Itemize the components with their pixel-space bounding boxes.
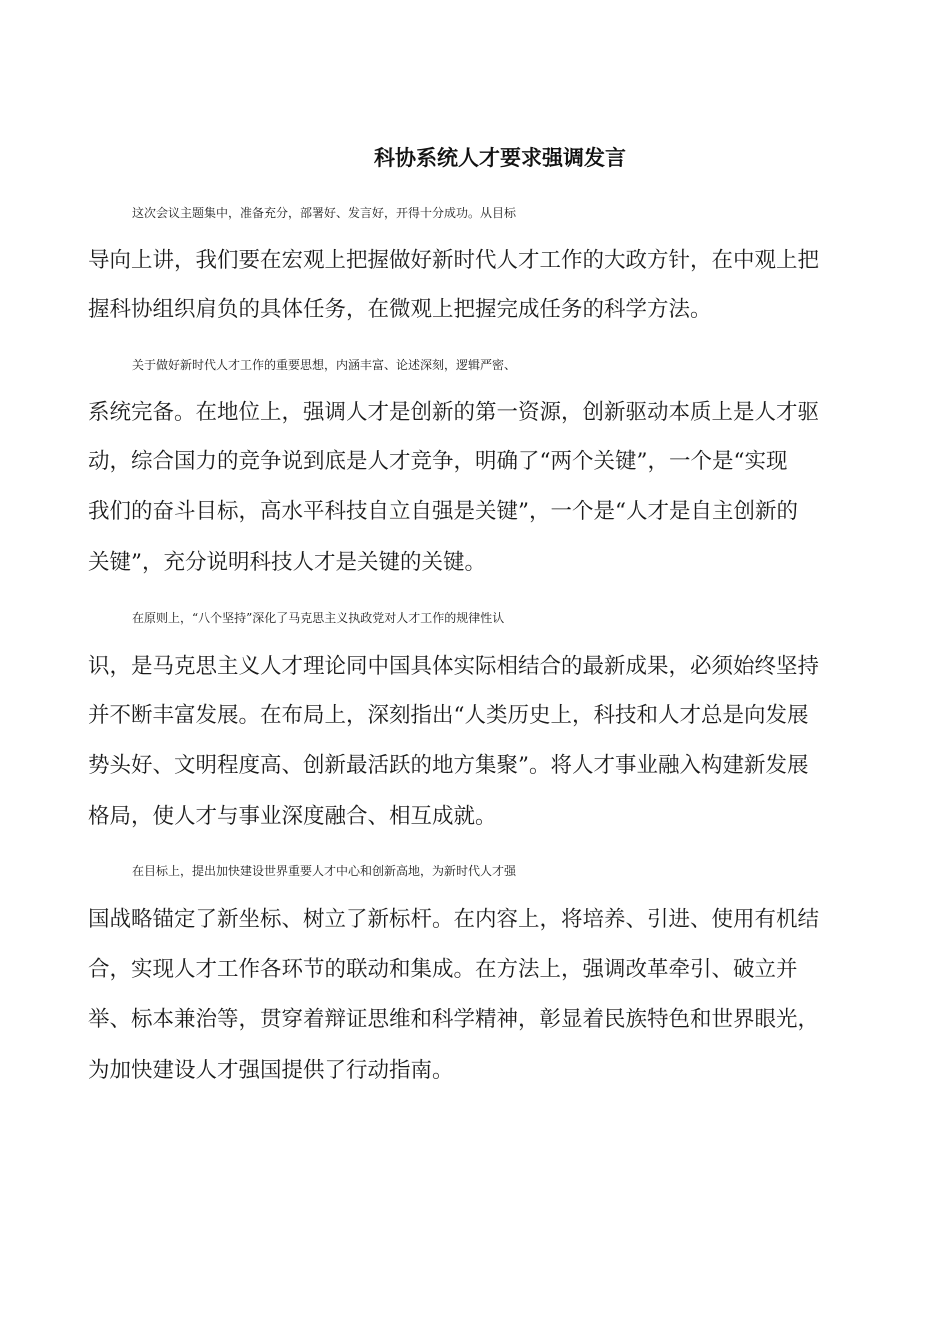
paragraph-4-line-2: 国战略锚定了新坐标、树立了新标杆。在内容上，将培养、引进、使用有机结 bbox=[88, 907, 820, 932]
paragraph-2-line-4: 我们的奋斗目标，高水平科技自立自强是关键”，一个是“人才是自主创新的 bbox=[88, 499, 798, 524]
document-title: 科协系统人才要求强调发言 bbox=[374, 145, 626, 170]
paragraph-4-line-3: 合，实现人才工作各环节的联动和集成。在方法上，强调改革牵引、破立并 bbox=[88, 957, 798, 982]
paragraph-4-line-4: 举、标本兼治等，贯穿着辩证思维和科学精神，彰显着民族特色和世界眼光， bbox=[88, 1007, 820, 1032]
paragraph-3-line-4: 势头好、文明程度高、创新最活跃的地方集聚”。将人才事业融入构建新发展 bbox=[88, 753, 809, 778]
paragraph-2-line-3: 动，综合国力的竞争说到底是人才竞争，明确了“两个关键”，一个是“实现 bbox=[88, 449, 788, 474]
paragraph-3-line-5: 格局，使人才与事业深度融合、相互成就。 bbox=[88, 804, 497, 829]
paragraph-1-line-1: 这次会议主题集中，准备充分，部署好、发言好，开得十分成功。从目标 bbox=[132, 206, 517, 220]
paragraph-3-line-2: 识，是马克思主义人才理论同中国具体实际相结合的最新成果，必须始终坚持 bbox=[88, 654, 820, 679]
paragraph-1-line-2: 导向上讲，我们要在宏观上把握做好新时代人才工作的大政方针，在中观上把 bbox=[88, 248, 820, 273]
paragraph-3-line-3: 并不断丰富发展。在布局上，深刻指出“人类历史上，科技和人才总是向发展 bbox=[88, 703, 809, 728]
paragraph-1-line-3: 握科协组织肩负的具体任务，在微观上把握完成任务的科学方法。 bbox=[88, 297, 712, 322]
paragraph-2-line-2: 系统完备。在地位上，强调人才是创新的第一资源，创新驱动本质上是人才驱 bbox=[88, 400, 820, 425]
paragraph-3-line-1: 在原则上，“八个坚持”深化了马克思主义执政党对人才工作的规律性认 bbox=[132, 611, 505, 625]
paragraph-4-line-5: 为加快建设人才强国提供了行动指南。 bbox=[88, 1058, 454, 1083]
paragraph-2-line-1: 关于做好新时代人才工作的重要思想，内涵丰富、论述深刻，逻辑严密、 bbox=[132, 358, 517, 372]
paragraph-2-line-5: 关键”，充分说明科技人才是关键的关键。 bbox=[88, 550, 486, 575]
paragraph-4-line-1: 在目标上，提出加快建设世界重要人才中心和创新高地，为新时代人才强 bbox=[132, 864, 517, 878]
